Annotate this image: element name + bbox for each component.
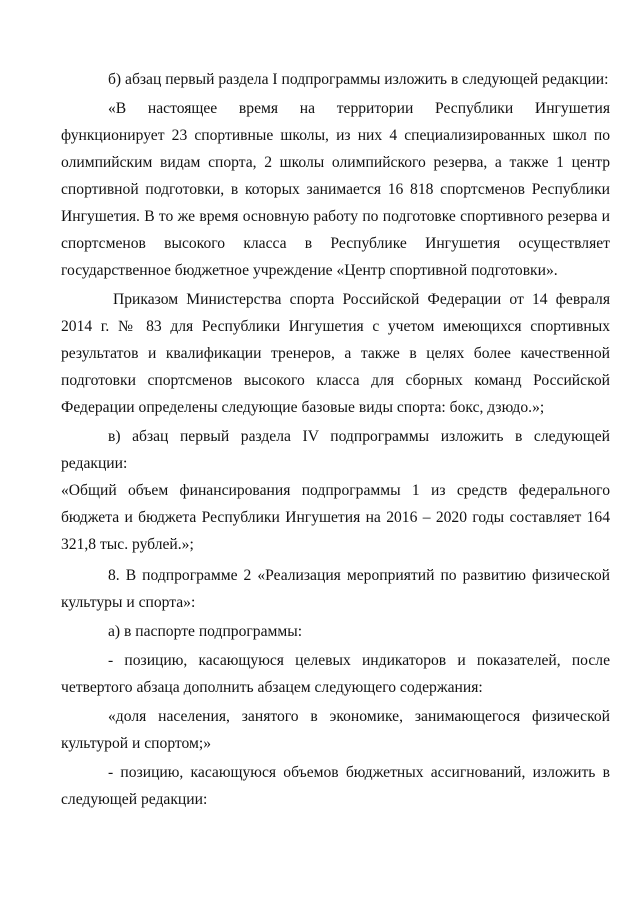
paragraph-ministry-order: Приказом Министерства спорта Российской Федерации от 14 февраля 2014 г. № 83 для Республики Ингушетия с учетом имеющихся спортивных результатов и квалификации тренеров, а также в целях более качественной подготовки спортсменов высокого класса для сборных команд Российской Федерации определены следующие базовые виды спорта: бокс, дзюдо.»; [61,291,610,416]
paragraph-passport: а) в паспорте подпрограммы: [108,623,303,640]
paragraph-subprogram-2: 8. В подпрограмме 2 «Реализация мероприятий по развитию физической культуры и спорта»: [61,567,610,611]
paragraph-sports-schools: «В настоящее время на территории Республики Ингушетия функционирует 23 спортивные школы, из них 4 специализированных школ по олимпийским видам спорта, 2 школы олимпийского резерва, а также 1 центр спортивной подготовки, в которых занимается 16 818 спортсменов Республики Ингушетия. В то же время основную работу по подготовке спортивного резерва и спортсменов высокого класса в Республике Ингушетия осуществляет государственное бюджетное учреждение «Центр спортивной подготовки». [61,100,610,279]
paragraph-amend-section-4: в) абзац первый раздела IV подпрограммы изложить в следующей редакции: [61,428,610,472]
paragraph-amend-section-1: б) абзац первый раздела I подпрограммы изложить в следующей редакции: [108,71,609,88]
paragraph-financing: «Общий объем финансирования подпрограммы 1 из средств федерального бюджета и бюджета Республики Ингушетия на 2016 – 2020 годы составляет 164 321,8 тыс. рублей.»; [61,482,610,553]
paragraph-indicators: - позицию, касающуюся целевых индикаторов и показателей, после четвертого абзаца дополнить абзацем следующего содержания: [61,652,610,696]
paragraph-population-share: «доля населения, занятого в экономике, занимающегося физической культурой и спортом;» [61,708,610,752]
document-body [61,66,610,813]
paragraph-budget-allocations: - позицию, касающуюся объемов бюджетных ассигнований, изложить в следующей редакции: [61,764,610,808]
